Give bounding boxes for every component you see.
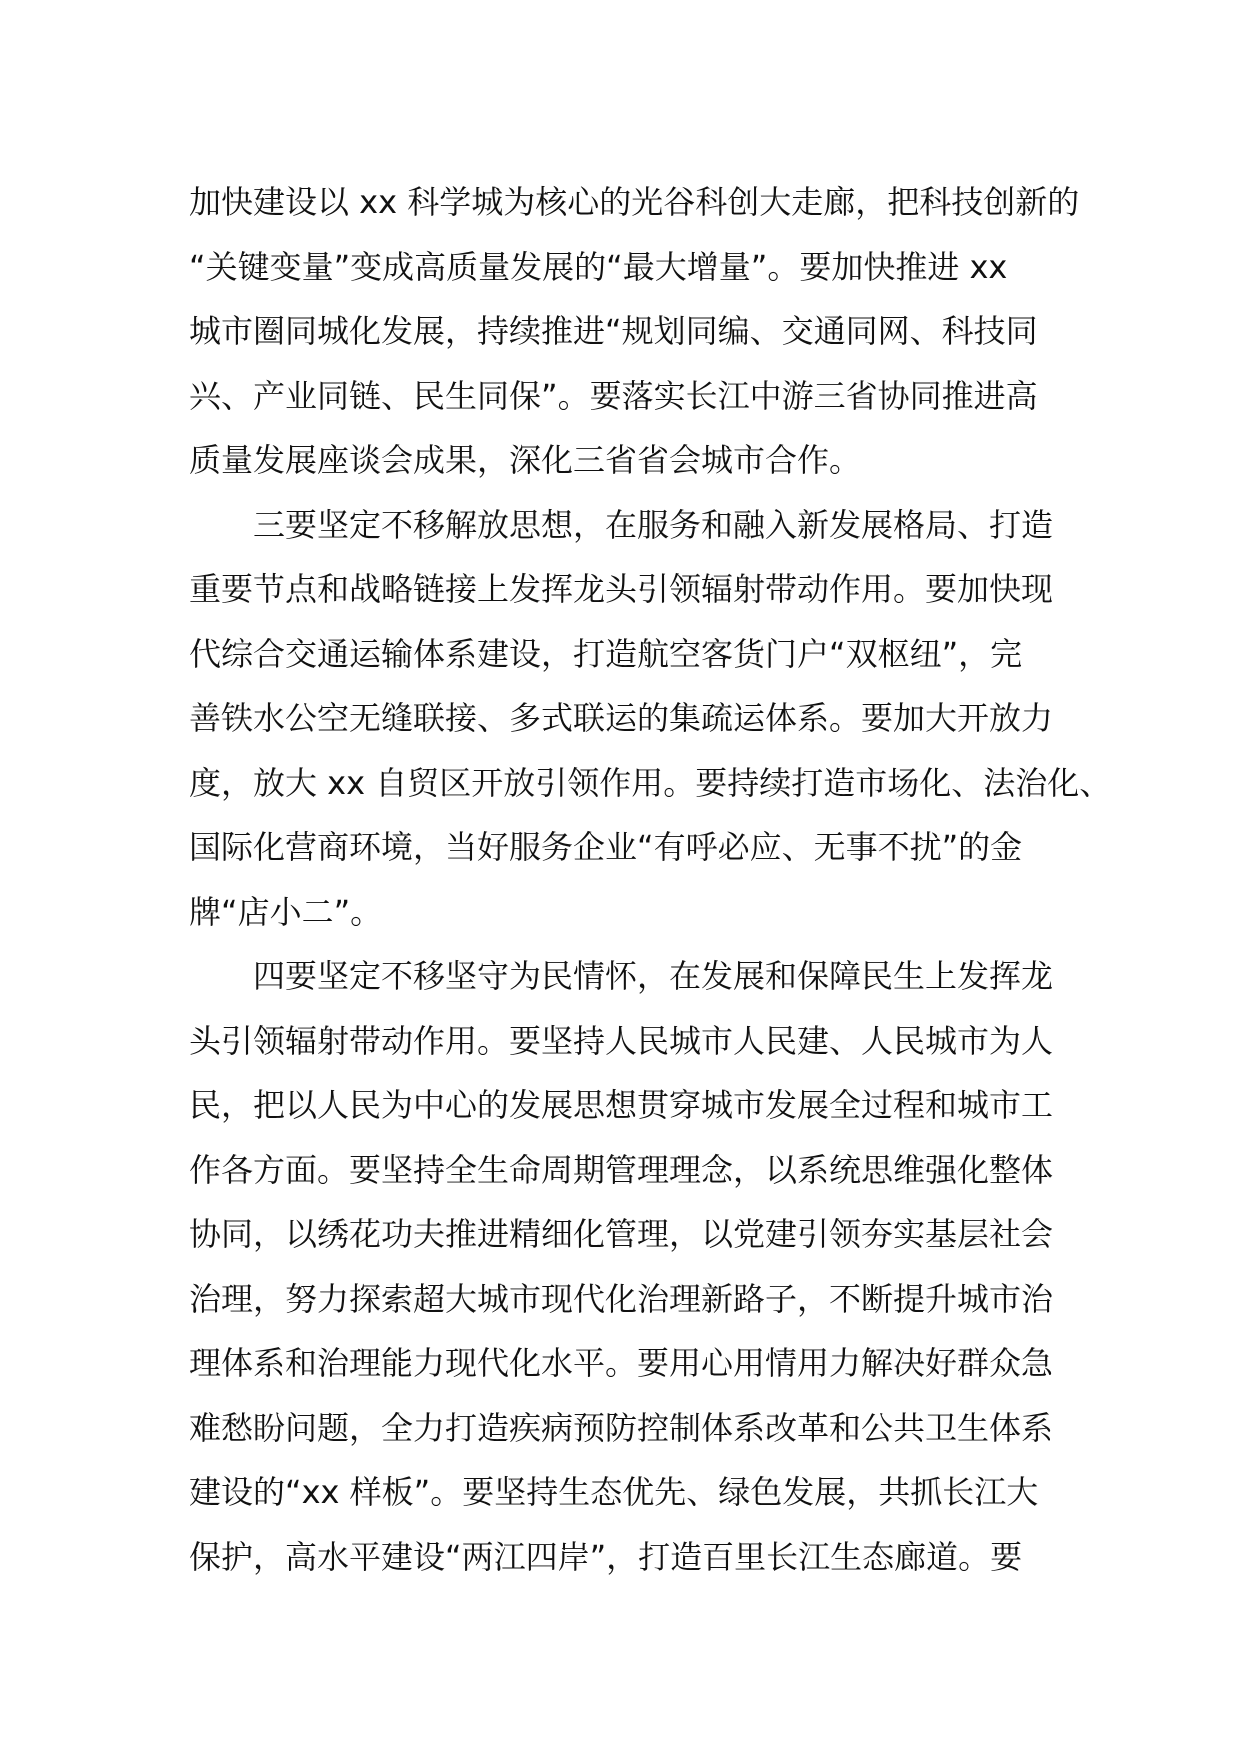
text-line: 国际化营商环境，当好服务企业“有呼必应、无事不扰”的金 [189,828,1023,866]
text-line: 度，放大 xx 自贸区开放引领作用。要持续打造市场化、法治化、 [189,763,1112,802]
text-line: 理体系和治理能力现代化水平。要用心用情用力解决好群众急 [189,1344,1054,1382]
text-line: 头引领辐射带动作用。要坚持人民城市人民建、人民城市为人 [189,1021,1054,1060]
text-line: 治理，努力探索超大城市现代化治理新路子，不断提升城市治 [189,1279,1054,1318]
text-line: 质量发展座谈会成果，深化三省省会城市合作。 [189,441,862,479]
text-line: 协同，以绣花功夫推进精细化管理，以党建引领夯实基层社会 [189,1215,1054,1253]
text-line: 重要节点和战略链接上发挥龙头引领辐射带动作用。要加快现 [189,570,1054,608]
text-line: 代综合交通运输体系建设，打造航空客货门户“双枢纽”，完 [189,634,1023,673]
text-line: 保护，高水平建设“两江四岸”，打造百里长江生态廊道。要 [189,1537,1023,1576]
body-text [189,170,1112,1589]
text-line: 作各方面。要坚持全生命周期管理理念，以系统思维强化整体 [189,1150,1054,1189]
text-line: 兴、产业同链、民生同保”。要落实长江中游三省协同推进高 [189,376,1038,415]
text-line: 难愁盼问题，全力打造疾病预防控制体系改革和公共卫生体系 [189,1408,1054,1447]
paragraph-start-line: 四要坚定不移坚守为民情怀，在发展和保障民生上发挥龙 [253,957,1054,995]
text-line: 牌“店小二”。 [189,892,383,931]
text-line: “关键变量”变成高质量发展的“最大增量”。要加快推进 xx [189,247,1008,286]
text-line: 城市圈同城化发展，持续推进“规划同编、交通同网、科技同 [189,312,1038,350]
text-line: 善铁水公空无缝联接、多式联运的集疏运体系。要加大开放力 [189,699,1054,737]
text-line: 加快建设以 xx 科学城为核心的光谷科创大走廊，把科技创新的 [189,183,1080,221]
text-line: 建设的“xx 样板”。要坚持生态优先、绿色发展，共抓长江大 [189,1473,1039,1511]
paragraph-start-line: 三要坚定不移解放思想，在服务和融入新发展格局、打造 [253,505,1054,544]
text-line: 民，把以人民为中心的发展思想贯穿城市发展全过程和城市工 [189,1086,1054,1124]
